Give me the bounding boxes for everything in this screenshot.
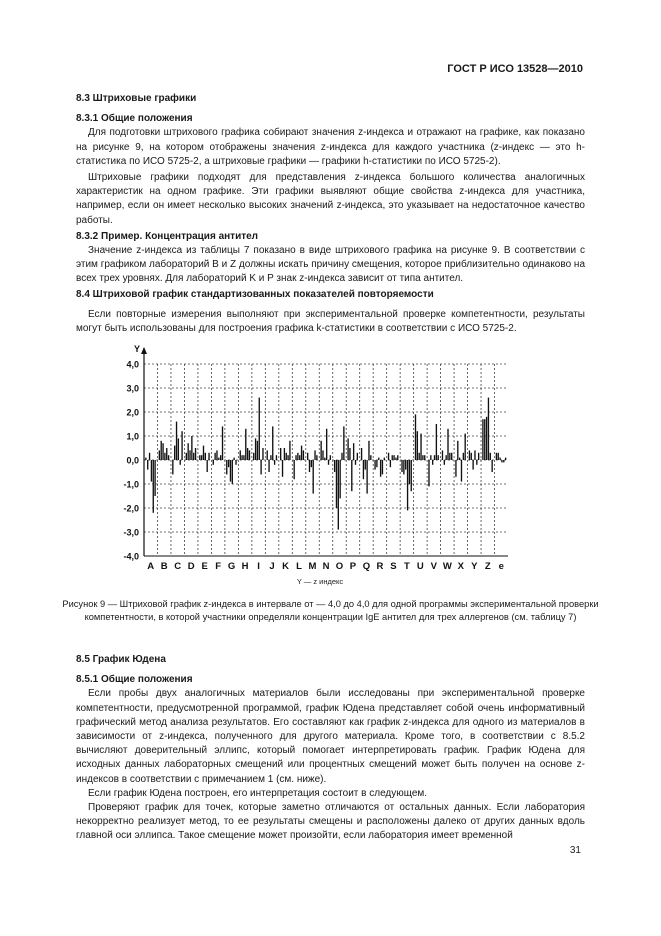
bar-Z-4 bbox=[488, 398, 489, 460]
y-tick-label: -3,0 bbox=[123, 527, 139, 538]
bar-H-1 bbox=[240, 450, 241, 460]
bar-D-4 bbox=[191, 436, 192, 460]
paragraph: Если пробы двух аналогичных материалов были исследованы при экспериментальной проверке компетентности, предусмотренной программой, график Юдена представляет собой очень информативный графический метод анализа результатов. Его составляют как график z-индекса для одного из материалов в зависимости от z-индекса, полученного для другого материала. Кроме того, в соответствии с 8.5.2 вычисляют доверительный эллипс, который помогает интерпретировать график. График Юдена для исходных данных лабораторных смещений или процентных смещений может быть получен на основе z-индексов в соответствии с примечанием 1 (см. ниже). bbox=[76, 688, 585, 785]
bar-P-2 bbox=[349, 448, 350, 460]
x-tick-label: G bbox=[227, 561, 236, 572]
bar-C-1 bbox=[172, 460, 173, 474]
paragraph: Значение z-индекса из таблицы 7 показано в виде штрихового графика на рисунке 9. В соответствии с этим графиком лабораторий B и Z должны искать причину смещения, которое приблизительно одинаково на всех трех уровнях. Для лабораторий K и P знак z-индекса зависит от типа антител. bbox=[76, 245, 585, 285]
bar-A-5 bbox=[153, 460, 154, 513]
bar-G-4 bbox=[232, 460, 233, 484]
bar-C-2 bbox=[174, 446, 175, 460]
bar-M-5 bbox=[314, 450, 315, 460]
bar-Y-4 bbox=[474, 450, 475, 460]
y-tick-label: 3,0 bbox=[126, 383, 139, 394]
y-tick-label: 0,0 bbox=[126, 455, 139, 466]
x-tick-label: Y bbox=[471, 561, 478, 572]
section-8-4 bbox=[76, 288, 585, 337]
bar-F-3 bbox=[216, 450, 217, 460]
bar-C-5 bbox=[180, 460, 181, 465]
bar-e-5 bbox=[503, 460, 504, 462]
bar-R-1 bbox=[374, 460, 375, 470]
bar-chart bbox=[110, 338, 530, 592]
paragraph: Штриховые графики подходят для представления z-индекса большого количества аналогичных характеристик на одном графике. Эти графики выявляют общие свойства z-индекса для участника, например, если он имеет несколько высоких значений z-индекса, это указывает на недостаточное качество работы. bbox=[76, 172, 585, 226]
bar-G-6 bbox=[235, 460, 236, 465]
bar-T-2 bbox=[403, 460, 404, 474]
bar-L-3 bbox=[297, 453, 298, 460]
bar-H-4 bbox=[245, 429, 246, 460]
x-tick-label: F bbox=[215, 561, 222, 572]
bar-E-6 bbox=[208, 453, 209, 460]
bar-N-4 bbox=[326, 429, 327, 460]
bar-U-1 bbox=[415, 414, 416, 460]
bar-V-6 bbox=[438, 455, 439, 460]
bar-K-2 bbox=[282, 460, 283, 477]
bar-X-5 bbox=[463, 453, 464, 460]
x-tick-label: B bbox=[160, 561, 168, 572]
x-tick-label: C bbox=[174, 561, 182, 572]
bar-I-4 bbox=[259, 398, 260, 460]
bar-K-3 bbox=[284, 448, 285, 460]
bar-S-6 bbox=[397, 455, 398, 460]
bar-F-1 bbox=[213, 460, 214, 465]
bar-M-6 bbox=[316, 455, 317, 460]
bar-A-6 bbox=[154, 460, 155, 496]
bar-M-3 bbox=[311, 460, 312, 467]
bar-I-5 bbox=[260, 460, 261, 474]
paragraph: Если график Юдена построен, его интерпретация состоит в следующем. bbox=[88, 787, 428, 799]
bar-C-4 bbox=[178, 438, 179, 460]
bar-J-4 bbox=[272, 426, 273, 460]
y-tick-label: -4,0 bbox=[123, 551, 139, 562]
bar-B-6 bbox=[168, 455, 169, 460]
bar-Q-6 bbox=[370, 455, 371, 460]
bar-I-3 bbox=[257, 441, 258, 460]
section-title: 8.4 Штриховой график стандартизованных показателей повторяемости bbox=[76, 289, 434, 300]
x-tick-label: K bbox=[282, 561, 289, 572]
bar-B-2 bbox=[161, 441, 162, 460]
bar-O-4 bbox=[339, 460, 340, 498]
bar-O-2 bbox=[336, 460, 337, 508]
page-number: 31 bbox=[569, 845, 581, 856]
subsection-title: 8.3.2 Пример. Концентрация антител bbox=[76, 230, 259, 242]
bar-Z-6 bbox=[491, 460, 492, 472]
bar-I-6 bbox=[262, 448, 263, 460]
bar-J-3 bbox=[270, 455, 271, 460]
x-tick-label: A bbox=[147, 561, 155, 572]
x-tick-label: S bbox=[390, 561, 397, 572]
bar-H-5 bbox=[247, 448, 248, 460]
bar-S-5 bbox=[395, 458, 396, 460]
bar-B-4 bbox=[164, 453, 165, 460]
x-tick-label: R bbox=[376, 561, 384, 572]
bar-O-1 bbox=[334, 460, 335, 472]
bar-U-6 bbox=[424, 455, 425, 460]
bar-R-4 bbox=[380, 460, 381, 477]
bar-F-2 bbox=[214, 453, 215, 460]
bar-D-3 bbox=[189, 450, 190, 460]
bar-R-2 bbox=[376, 460, 377, 467]
x-tick-label: E bbox=[201, 561, 208, 572]
bar-C-6 bbox=[181, 431, 182, 460]
bar-W-3 bbox=[445, 455, 446, 460]
bar-D-1 bbox=[186, 453, 187, 460]
bar-e-2 bbox=[498, 453, 499, 460]
bar-P-6 bbox=[357, 453, 358, 460]
section-title: 8.5 График Юдена bbox=[76, 654, 166, 665]
bar-W-6 bbox=[451, 453, 452, 460]
bar-E-5 bbox=[207, 460, 208, 472]
bar-H-2 bbox=[241, 455, 242, 460]
paragraph: Для подготовки штрихового графика собирают значения z-индекса и отражают на графике, как показано на рисунке 9, на котором отображены значения z-индекса для каждого участника (z-индекс — это h-статистика по ИСО 5725-2, а штриховые графики — графики h-статистики по ИСО 5725-2). bbox=[76, 127, 585, 167]
bar-Z-3 bbox=[486, 417, 487, 460]
y-tick-label: 1,0 bbox=[126, 431, 139, 442]
bar-K-5 bbox=[287, 455, 288, 460]
bar-A-2 bbox=[147, 460, 148, 470]
bar-W-5 bbox=[449, 453, 450, 460]
x-tick-label: M bbox=[308, 561, 317, 572]
bar-G-5 bbox=[233, 458, 234, 460]
bar-K-4 bbox=[286, 453, 287, 460]
bar-X-4 bbox=[461, 460, 462, 482]
axes bbox=[123, 344, 508, 586]
bar-Q-3 bbox=[365, 460, 366, 470]
bar-Q-2 bbox=[363, 460, 364, 479]
bar-e-6 bbox=[505, 458, 506, 460]
bar-P-1 bbox=[347, 438, 348, 460]
bar-T-4 bbox=[407, 460, 408, 510]
x-tick-label: T bbox=[403, 561, 410, 572]
x-tick-label: Q bbox=[362, 561, 371, 572]
bar-N-3 bbox=[324, 458, 325, 460]
bar-G-2 bbox=[228, 460, 229, 467]
y-tick-label: 2,0 bbox=[126, 407, 139, 418]
figure-caption: Рисунок 9 — Штриховой график z-индекса в интервале от — 4,0 до 4,0 для одной программы экспериментальной проверки компетентности, в которой участники определяли концентрации IgE антител для трех аллергенов (см. таблицу 7) bbox=[62, 599, 599, 622]
bar-D-2 bbox=[187, 443, 188, 460]
y-axis-arrow bbox=[141, 347, 147, 354]
bar-Y-6 bbox=[478, 453, 479, 460]
x-tick-label: V bbox=[430, 561, 438, 572]
bar-G-3 bbox=[230, 460, 231, 482]
bar-T-5 bbox=[409, 460, 410, 484]
bar-V-1 bbox=[428, 460, 429, 486]
bar-Q-4 bbox=[366, 460, 367, 494]
bar-V-4 bbox=[434, 455, 435, 460]
bar-R-5 bbox=[382, 460, 383, 474]
y-tick-label: -2,0 bbox=[123, 503, 139, 514]
bar-P-4 bbox=[353, 443, 354, 460]
bar-Y-3 bbox=[472, 460, 473, 470]
x-tick-label: I bbox=[257, 561, 260, 572]
bar-J-2 bbox=[268, 460, 269, 472]
bar-P-5 bbox=[355, 460, 356, 465]
bar-V-3 bbox=[432, 460, 433, 465]
bar-O-3 bbox=[338, 460, 339, 530]
y-tick-label: -1,0 bbox=[123, 479, 139, 490]
bar-Y-1 bbox=[469, 450, 470, 460]
bar-N-2 bbox=[322, 450, 323, 460]
bar-U-3 bbox=[419, 453, 420, 460]
bar-V-5 bbox=[436, 424, 437, 460]
x-tick-label: Z bbox=[484, 561, 491, 572]
bar-M-1 bbox=[307, 453, 308, 460]
bar-e-4 bbox=[501, 460, 502, 462]
bar-E-1 bbox=[199, 455, 200, 460]
bar-S-1 bbox=[388, 453, 389, 460]
bar-F-6 bbox=[222, 426, 223, 460]
bar-F-5 bbox=[220, 455, 221, 460]
bar-E-2 bbox=[201, 455, 202, 460]
section-8-3 bbox=[76, 92, 585, 287]
paragraph: Если повторные измерения выполняют при экспериментальной проверке компетентности, результаты могут быть использованы для построения графика k-статистики в соответствии с ИСО 5725-2. bbox=[76, 309, 585, 335]
bar-Y-2 bbox=[471, 453, 472, 460]
bar-E-3 bbox=[203, 446, 204, 460]
x-tick-label: H bbox=[241, 561, 249, 572]
bar-L-2 bbox=[295, 455, 296, 460]
bar-D-6 bbox=[195, 448, 196, 460]
x-tick-label: W bbox=[442, 561, 452, 572]
x-axis-label: Y — z индекс bbox=[296, 577, 344, 586]
bar-O-5 bbox=[341, 453, 342, 460]
y-axis-label: Y bbox=[134, 344, 141, 354]
y-tick-label: 4,0 bbox=[126, 359, 139, 370]
bar-I-2 bbox=[255, 438, 256, 460]
bar-N-5 bbox=[328, 460, 329, 465]
bar-Z-2 bbox=[484, 419, 485, 460]
bar-N-1 bbox=[320, 441, 321, 460]
x-tick-label: P bbox=[349, 561, 357, 572]
bar-S-2 bbox=[390, 460, 391, 467]
subsection-title: 8.5.1 Общие положения bbox=[76, 674, 193, 686]
bar-R-3 bbox=[378, 458, 379, 460]
paragraph: Проверяют график для точек, которые заметно отличаются от остальных данных. Если лаборатория некорректно реализует метод, то ее результаты смещены и расположены далеко от других данных вдоль главной оси эллипса. Такое смещение может произойти, если лаборатория имеет временной bbox=[76, 802, 585, 842]
bar-W-2 bbox=[444, 460, 445, 465]
subsection-title: 8.3.1 Общие положения bbox=[76, 113, 193, 125]
bar-L-1 bbox=[294, 460, 295, 479]
bar-T-3 bbox=[405, 460, 406, 470]
bar-M-2 bbox=[309, 460, 310, 472]
x-tick-label: D bbox=[187, 561, 195, 572]
bar-A-4 bbox=[151, 460, 152, 482]
bar-K-1 bbox=[280, 448, 281, 460]
x-tick-label: e bbox=[498, 561, 504, 572]
bar-U-5 bbox=[422, 455, 423, 460]
bar-X-1 bbox=[455, 460, 456, 477]
bar-M-4 bbox=[313, 460, 314, 494]
section-title: 8.3 Штриховые графики bbox=[76, 93, 197, 104]
x-tick-label: J bbox=[269, 561, 275, 572]
bar-L-6 bbox=[303, 450, 304, 460]
bar-L-4 bbox=[299, 455, 300, 460]
bar-J-5 bbox=[274, 460, 275, 465]
bar-e-1 bbox=[496, 453, 497, 460]
bar-J-1 bbox=[267, 450, 268, 460]
bar-S-4 bbox=[393, 455, 394, 460]
bar-B-3 bbox=[162, 443, 163, 460]
bar-H-3 bbox=[243, 455, 244, 460]
bar-W-1 bbox=[442, 450, 443, 460]
bar-B-5 bbox=[166, 448, 167, 460]
x-tick-label: X bbox=[457, 561, 464, 572]
bar-Z-5 bbox=[490, 453, 491, 460]
bar-D-5 bbox=[193, 453, 194, 460]
bar-R-6 bbox=[384, 458, 385, 460]
bar-V-2 bbox=[430, 455, 431, 460]
x-tick-label: N bbox=[322, 561, 330, 572]
x-tick-label: O bbox=[335, 561, 344, 572]
bar-K-6 bbox=[289, 441, 290, 460]
bar-U-2 bbox=[417, 431, 418, 460]
bar-e-3 bbox=[499, 458, 500, 460]
bar-X-3 bbox=[459, 458, 460, 460]
bar-A-1 bbox=[145, 458, 146, 460]
x-tick-label: L bbox=[296, 561, 302, 572]
bar-F-4 bbox=[218, 458, 219, 460]
bar-E-4 bbox=[205, 453, 206, 460]
bar-X-2 bbox=[457, 441, 458, 460]
bar-B-1 bbox=[159, 450, 160, 460]
bar-T-1 bbox=[401, 460, 402, 472]
bar-Z-1 bbox=[482, 419, 483, 460]
x-tick-label: U bbox=[416, 561, 424, 572]
bar-O-6 bbox=[343, 426, 344, 460]
bars bbox=[145, 398, 506, 530]
section-8-5 bbox=[76, 653, 585, 844]
standard-code: ГОСТ Р ИСО 13528—2010 bbox=[447, 63, 583, 75]
bar-I-1 bbox=[253, 453, 254, 460]
bar-Q-5 bbox=[368, 441, 369, 460]
bar-H-6 bbox=[249, 450, 250, 460]
bar-A-3 bbox=[149, 453, 150, 460]
bar-X-6 bbox=[465, 434, 466, 460]
bar-P-3 bbox=[351, 460, 352, 491]
bar-S-3 bbox=[392, 455, 393, 460]
bar-W-4 bbox=[447, 429, 448, 460]
bar-Q-1 bbox=[361, 448, 362, 460]
bar-Y-5 bbox=[476, 460, 477, 465]
bar-N-6 bbox=[330, 455, 331, 460]
bar-C-3 bbox=[176, 422, 177, 460]
bar-G-1 bbox=[226, 460, 227, 474]
bar-L-5 bbox=[301, 446, 302, 460]
bar-J-6 bbox=[276, 455, 277, 460]
bar-T-6 bbox=[411, 460, 412, 491]
bar-U-4 bbox=[420, 434, 421, 460]
